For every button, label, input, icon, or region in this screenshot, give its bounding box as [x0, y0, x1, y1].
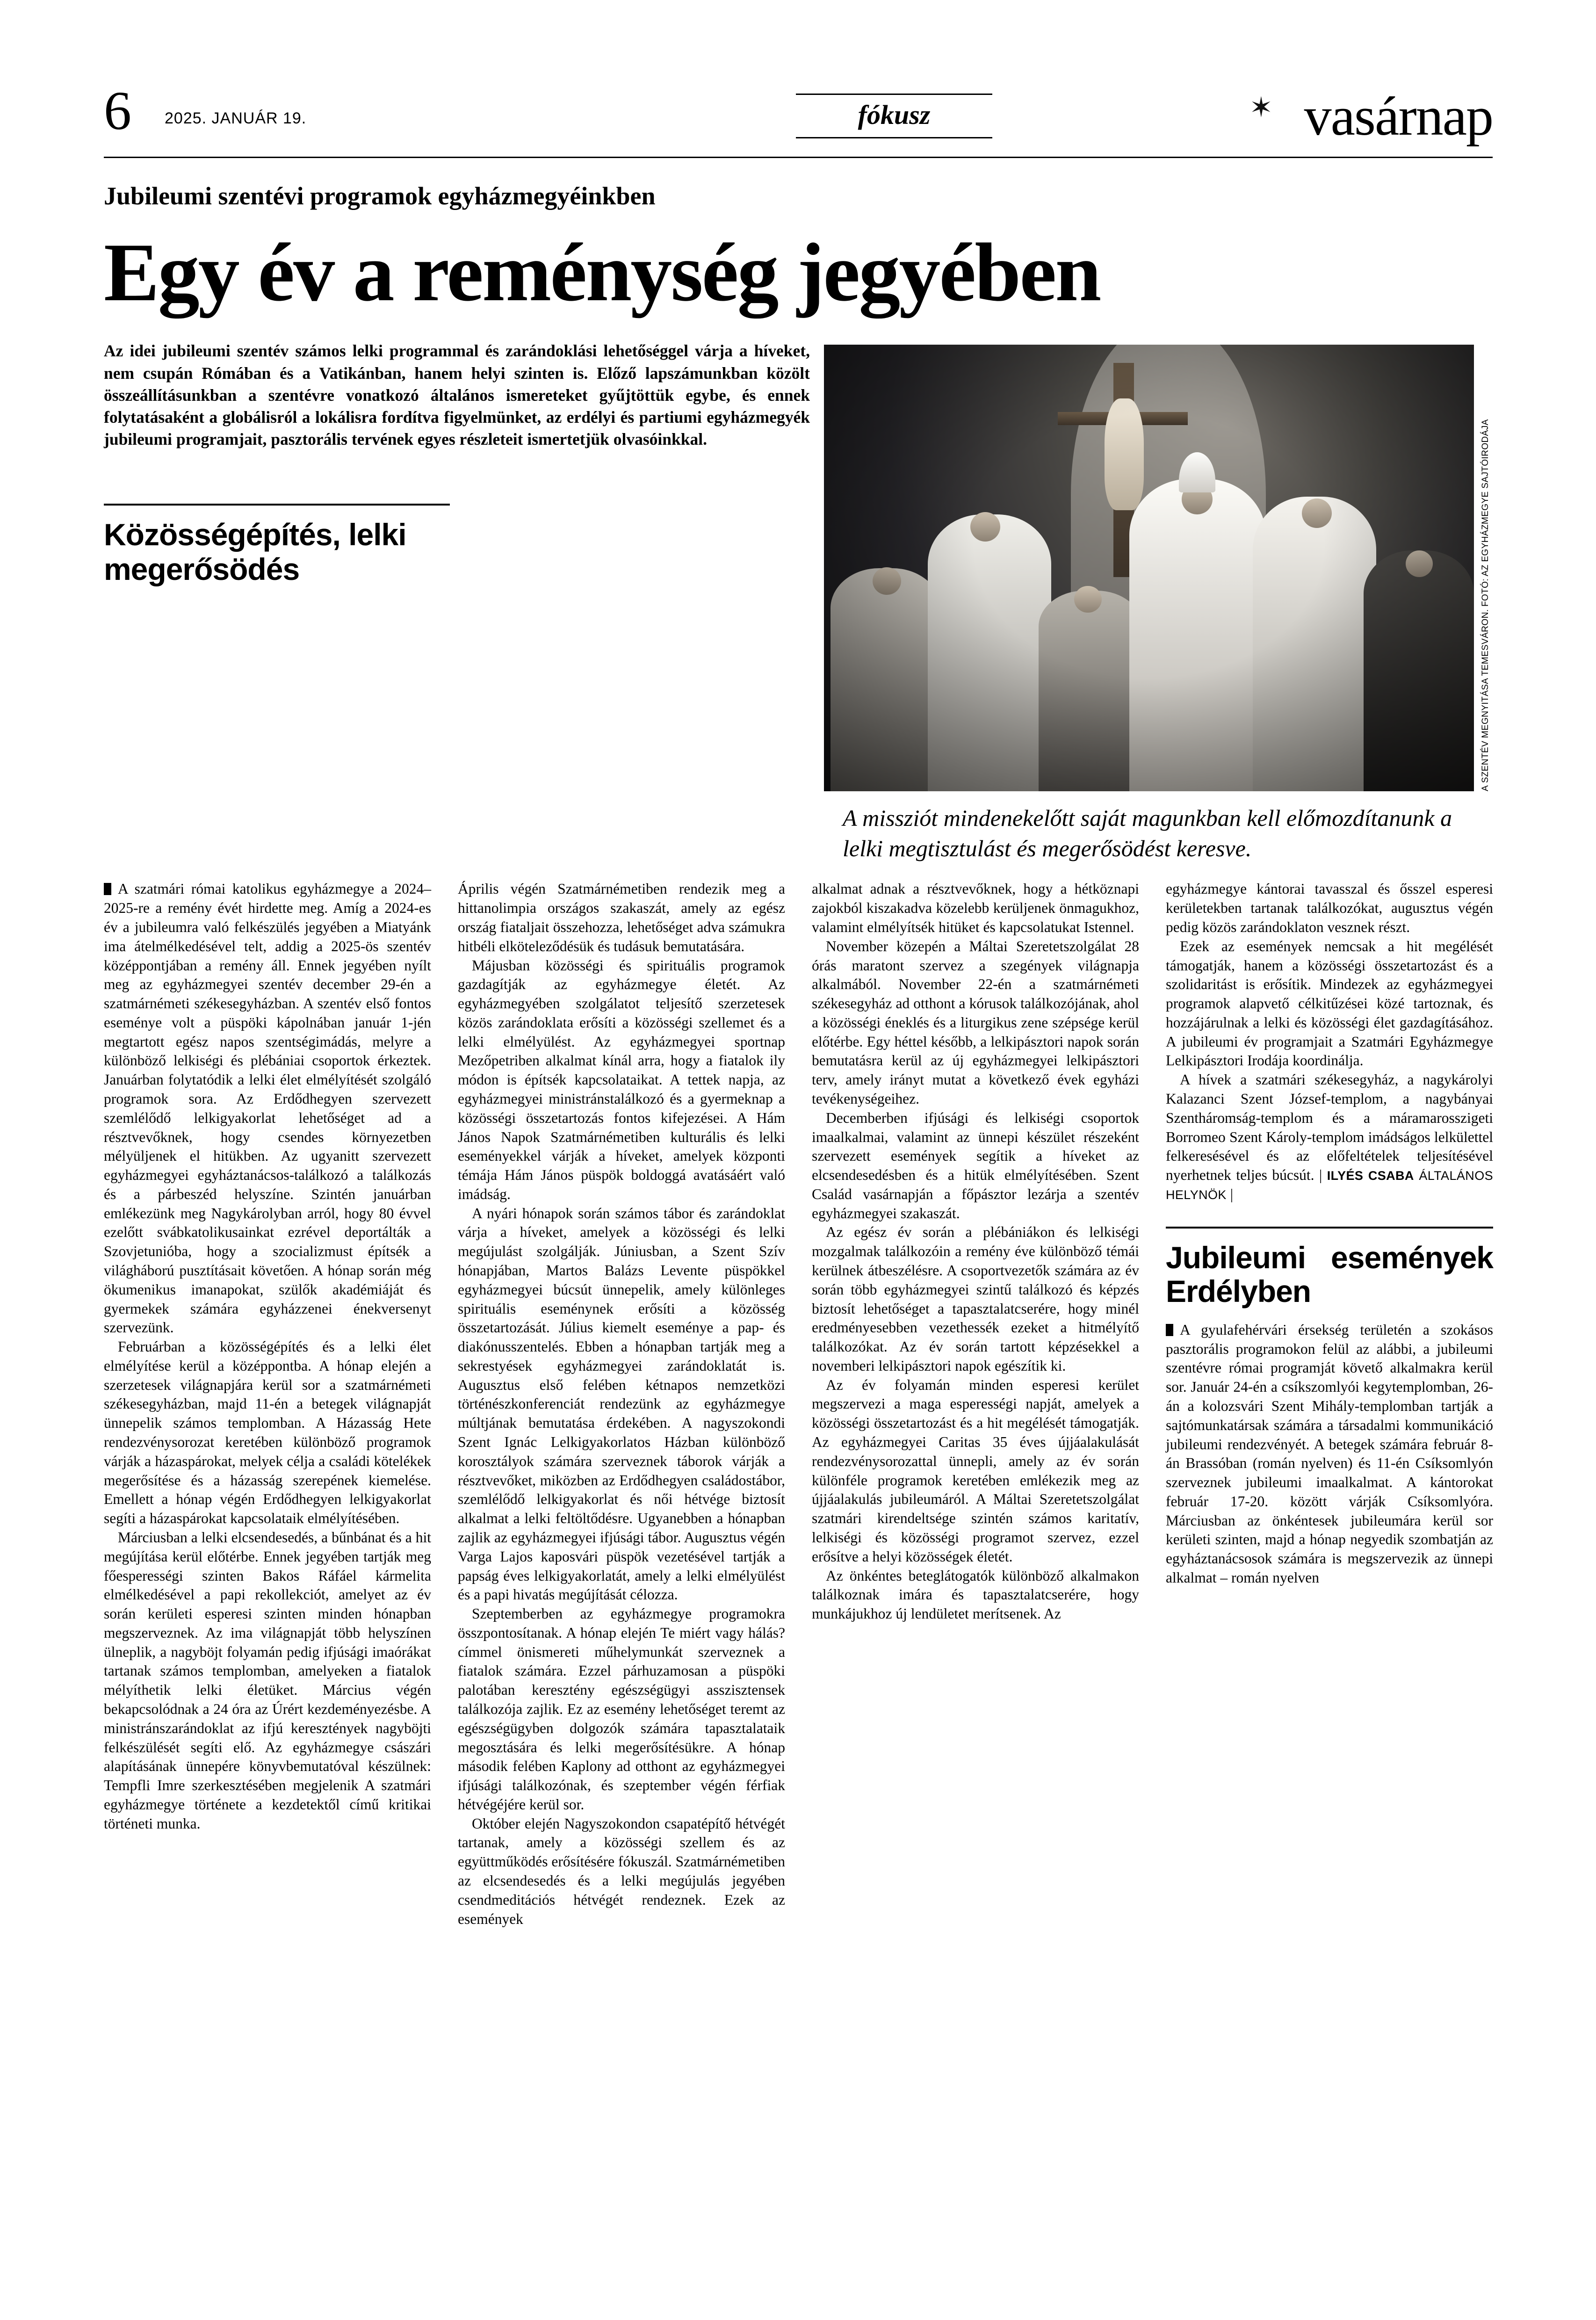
brand-wordmark: vasárnap — [1304, 86, 1493, 147]
article-photo — [824, 345, 1474, 791]
pull-quote: A missziót mindenekelőtt saját magunkban kell előmozdítanunk a lelki megtisztulást és megerősödést keresve. — [843, 805, 1452, 862]
starburst-icon: ✶ — [1249, 92, 1273, 123]
issue-date: 2025. JANUÁR 19. — [165, 109, 307, 127]
paragraph: Májusban közösségi és spirituális programok gazdagítják az egyházmegye életét. Az egyházmegyében szolgálatot teljesítő szerzetesek közös zarándoklata erősíti a közösségi szellemet és a lelki elmélyülést. Az egyházmegyei sportnap Mezőpetriben alkalmat kínál arra, hogy a fiatalok ily módon is építsék kapcsolataikat. A tettek napja, az egyházmegyei ministránstalálkozó és a gyermeknap a közösségi összetartozás fontos kifejezései. A Hám János Napok Szatmárnémetiben kulturális és lelki eseményekkel várják a híveket, amelyek központi témája Hám János püspök boldoggá avatásáért való imádság. — [458, 957, 785, 1202]
lead-and-photo — [104, 340, 1493, 868]
brand-logo — [1249, 86, 1493, 147]
column-3 — [812, 880, 1139, 1623]
paragraph: A nyári hónapok során számos tábor és zarándoklat várja a híveket, amelyek a közösségi és lelki megújulást szolgálják. Júniusban, a Szent Szív hónapjában, Martos Balázs Levente püspökkel egyházmegyei búcsút ünnepelik, amely különleges spirituális eseménynek erősíti a közösség összetartozását. Július kiemelt eseménye a pap- és diakónusszentelés. Ebben a hónapban tartják meg a sekrestyések egyházmegyei zarándoklatát is. Augusztus első felében kétnapos nemzetközi történészkonferenciát rendezünk az egyházmegye múltjának bemutatása érdekében. A nagyszokondi Szent Ignác Lelkigyakorlatos Házban különböző korosztályok számára szerveznek táborok várják a résztvevőket, miközben az Erdődhegyen családostábor, szemlélődő lelkigyakorlat és női hétvége biztosít alkalmat a lelki feltöltődésre. Ugyanebben a hónapban zajlik az egyházmegyei ifjúsági tábor. Augusztus végén Varga Lajos kaposvári püspök vezetésével tartják a papság éves lelkigyakorlatát, amely a lelki elmélyülést és a papi hivatás megújítását célozza. — [458, 1205, 785, 1603]
paragraph-text: A szatmári római katolikus egyházmegye a 2024–2025-re a remény évét hirdette meg. Amíg a 2024-es év a jubileumra való felkészülés jegyében a Miatyánk ima átelmélkedésével telt, addig a 2025-ös szentév középpontjában a remény áll. Ennek jegyében nyílt meg az egyházmegyei szentév december 29-én a szatmárnémeti székesegyházban. A szentév első fontos eseménye volt a püspöki kápolnában január 1-jén megtartott egész napos szentségimádás, melyre a különböző lelkiségi és plébániai csoportok érkeztek. Januárban folytatódik a lelki élet elmélyítését szolgáló programok sora. Az Erdődhegyen szervezett szemlélődő lelkigyakorlat lehetőséget ad a résztvevőknek, hogy csendes környezetben mélyüljenek el hitükben. Az ugyanitt szervezett egyházmegyei egyháztanácsos-találkozó a találkozás és a párbeszéd helyszíne. Szintén januárban emlékezünk meg Nagykárolyban arról, hogy 80 évvel ezelőtt svábkatolikusainkat ezrével deportálták a Szovjetunióba, hogy a szocializmust építsék a világháború pusztításait követően. A hónap során még ökumenikus imanapokat, szülők akadémiáját és gyermekek számára egyházzenei énekversenyt szervezünk. — [104, 881, 431, 1336]
paragraph: Az év folyamán minden esperesi kerület megszervezi a maga esperességi napját, amelyek a közösségi összetartozást és a hit megélését támogatják. Az egyházmegyei Caritas 35 éves újjáalakulását rendezvénysorozattal ünnepli, amely az év során különféle programok keretében emlékezik meg az újjáalakulás jubileumáról. A Máltai Szeretetszolgálat szatmári kirendeltsége szintén számos karitatív, lelkiségi és közösségi programot szervez, ezzel erősítve a helyi közösségek életét. — [812, 1376, 1139, 1565]
sidebar-title: Jubileumi események Erdélyben — [1166, 1227, 1493, 1308]
paragraph: Október elején Nagyszokondon csapatépítő hétvégét tartanak, amely a közösségi szellem és az együttműködés erősítésére fókuszál. Szatmárnémetiben az elcsendesedés és a lelki megújulás jegyében csendmeditációs hétvégét rendeznek. Ezek az események — [458, 1815, 785, 1927]
column-4 — [1166, 880, 1493, 1587]
page-content — [104, 70, 1494, 1927]
square-bullet-icon — [1166, 1324, 1173, 1336]
paragraph: Az egész év során a plébániákon és lelkiségi mozgalmak találkozóin a remény éve különböző témái kerülnek átbeszélésre. A csoportvezetők számára az év során több egyházmegyei szintű találkozó és képzés biztosít lehetőséget a tapasztalatcserére, hogy minél eredményesebben vezethessék ezeket a hitmélyítő találkozókat. Az év során tartott képzésekkel a novemberi lelkipásztori napok egészítik ki. — [812, 1224, 1139, 1374]
article-subhead: Közösségépítés, lelki megerősödés — [104, 517, 406, 587]
paragraph-text: A gyulafehérvári érsekség területén a szokásos pasztorális programokon felül az alábbi, a jubileumi szentévre római programját követő alkalmakra kerül sor. Január 24-én a csíkszomlyói kegytemplomban, 26-án a kolozsvári Szent Mihály-templomban tartják a sajtómunkatársak számára a társadalmi kommunikáció jubileumi rendezvényét. A betegek számára február 8-án Brassóban (román nyelven) és 11-én Csíksomlyón szerveznek jubileumi imaalkalmat. A kántorokat február 17-20. között várják Csíksomlyóra. Márciusban az önkéntesek jubileumára kerül sor kerületi szinten, majd a hónap negyedik szombatján az egyháztanácsosok számára is megszervezik az ünnepi alkalmat – román nyelven — [1166, 1321, 1493, 1586]
paragraph — [104, 880, 431, 1337]
photo-credit: A SZENTÉV MEGNYITÁSA TEMESVÁRON. FOTÓ: AZ EGYHÁZMEGYE SAJTÓIRODÁJA — [1480, 419, 1490, 792]
byline-role: ÁLTALÁNOS HELYNÖK — [1166, 1169, 1494, 1202]
paragraph: Szeptemberben az egyházmegye programokra összpontosítanak. A hónap elején Te miért vagy hálás? címmel önismereti műhelymunkát szerveznek a fiatalok számára. Ezzel párhuzamosan a püspöki palotában keresztény egészségügyi asszisztensek találkozója zajlik. Ez az esemény lehetőséget teremt az egészségügyben dolgozók számára tapasztalataik megosztására és lelki megerősítésükre. A hónap második felében Kaplony ad otthont az egyházmegyei ifjúsági találkozónak, és szeptember végén férfiak hétvégéjére kerül sor. — [458, 1605, 785, 1813]
masthead — [104, 70, 1493, 158]
paragraph: Az önkéntes beteglátogatók különböző alkalmakon találkoznak imára és tapasztalatcserére, hogy munkájukhoz új lendületet merítsenek. Az — [812, 1567, 1139, 1622]
paragraph: Ezek az események nemcsak a hit megélését támogatják, hanem a közösségi összetartozást és a szolidaritást is erősítik. Mindezek az egyházmegyei programok alapvető célkitűzései közé tartoznak, és hozzájárulnak a lelki és közösségi élet gazdagításához. A jubileumi év programjait a Szatmári Egyházmegye Lelkipásztori Irodája koordinálja. — [1166, 938, 1493, 1069]
column-1 — [104, 880, 431, 1833]
paragraph: A hívek a szatmári székesegyház, a nagykárolyi Kalazanci Szent József-templom, a nagybányai Szentháromság-templom és a máramarosszigeti Borromeo Szent Károly-templom imádságos lelkülettel felkeresésével és az előfeltételek teljesítésével nyerhetnek teljes búcsút. | ILYÉS CSABA ÁLTALÁNOS HELYNÖK | — [1166, 1071, 1494, 1202]
page-number: 6 — [104, 80, 131, 141]
column-2 — [458, 880, 785, 1929]
article-kicker: Jubileumi szentévi programok egyházmegyéinkben — [104, 182, 656, 210]
paragraph: alkalmat adnak a résztvevőknek, hogy a hétköznapi zajokból kiszakadva közelebb kerüljenek önmagukhoz, valamint elmélyítsék hitüket és kapcsolatukat Istennel. — [812, 881, 1139, 935]
byline-name: ILYÉS CSABA — [1327, 1169, 1414, 1183]
photo-block — [824, 345, 1493, 791]
paragraph: Márciusban a lelki elcsendesedés, a bűnbánat és a hit megújítása kerül előtérbe. Ennek jegyében tartják meg főesperességi szinten Bakos Ráfáel kármelita elmélkedésével a papi rekollekciót, amelyet az év során kerületi esperesi szinten minden hónapban megszerveznek. Az ima világnapját több helyszínen ülneplik, a nagyböjt folyamán pedig ifjúsági imaórákat tartanak számos templomban, amelyeken a fiatalok mélyíthetik lelki életüket. Március végén bekapcsolódnak a 24 óra az Úrért kezdeményezésbe. A ministránszarándoklat az ifjú keresztények nagyböjti felkészülését segíti elő. Az egyházmegye császári alapításának ünnepére könyvbemutatóval készülnek: Tempfli Imre szerkesztésében megjelenik A szatmári egyházmegye története a kezdetektől című kritikai történeti munka. — [104, 1529, 431, 1832]
page-title: Egy év a reménység jegyében — [104, 226, 1100, 319]
paragraph-text: A hívek a szatmári székesegyház, a nagykárolyi Kalazanci Szent József-templom, a nagybányai Szentháromság-templom és a máramarosszigeti Borromeo Szent Károly-templom imádságos lelkülettel felkeresésével és az előfeltételek teljesítésével nyerhetnek teljes búcsút. — [1166, 1071, 1493, 1184]
section-label: fókusz — [796, 94, 992, 138]
article-lead: Az idei jubileumi szentév számos lelki programmal és zarándoklási lehetőséggel várja a híveket, nem csupán Rómában és a Vatikánban, hanem helyi szinten is. Előző lapszámunkban közölt összeállításunkban a szentévre vonatkozó általános ismereteket gyűjtöttük egybe, és ennek folytatásaként a globálisról a lokálisra fordítva figyelmünket, az erdélyi és partiumi egyházmegyék jubileumi programjait, pasztorális tervének egyes részleteit ismertetjük olvasóinkkal. — [104, 341, 810, 449]
paragraph: Februárban a közösségépítés és a lelki élet elmélyítése kerül a középpontba. A hónap elején a szerzetesek világnapjára kerül sor a szatmárnémeti székesegyházban, majd 11-én a betegek világnapját ünnepelik számos templomban. A Házasság Hete rendezvénysorozat keretében különböző programok várják a házaspárokat, melyek célja a családi kötelékek megerősítése és a házasság szerepének kiemelése. Emellett a hónap végén Erdődhegyen lelkigyakorlat segíti a házaspárokat kapcsolataik elmélyítésében. — [104, 1338, 431, 1527]
paragraph: Decemberben ifjúsági és lelkiségi csoportok imaalkalmai, valamint az ünnepi készület részeként szervezett események segítik a híveket az elcsendesedésben és a hitük elmélyítésében. Szent Család vasárnapján a főpásztor lezárja a szentév egyházmegyei szakaszát. — [812, 1109, 1139, 1221]
paragraph: Április végén Szatmárnémetiben rendezik meg a hittanolimpia országos szakaszát, amely az egész ország fiataljait összehozza, lehetőséget adva számukra hitbéli elköteleződésük és tudásuk bemutatására. — [458, 881, 785, 954]
paragraph: egyházmegye kántorai tavasszal és ősszel esperesi kerületekben tartanak találkozókat, augusztus végén pedig közös zarándoklaton vesznek részt. — [1166, 881, 1493, 935]
square-bullet-icon — [104, 883, 111, 895]
subhead-block — [104, 504, 450, 587]
sidebar-paragraph — [1166, 1321, 1493, 1588]
paragraph: November közepén a Máltai Szeretetszolgálat 28 órás maratont szervez a szegények világnapja alkalmából. November 22-én a szatmárnémeti székesegyház ad otthont a kórusok találkozójának, ahol a közösségi éneklés és a liturgikus zene szépsége kerül előtérbe. Egy héttel később, a lelkipásztori napok során bemutatásra kerül az új egyházmegyei lelkipásztori terv, amely irányt mutat a következő évek egyházi tevékenységeihez. — [812, 938, 1139, 1107]
